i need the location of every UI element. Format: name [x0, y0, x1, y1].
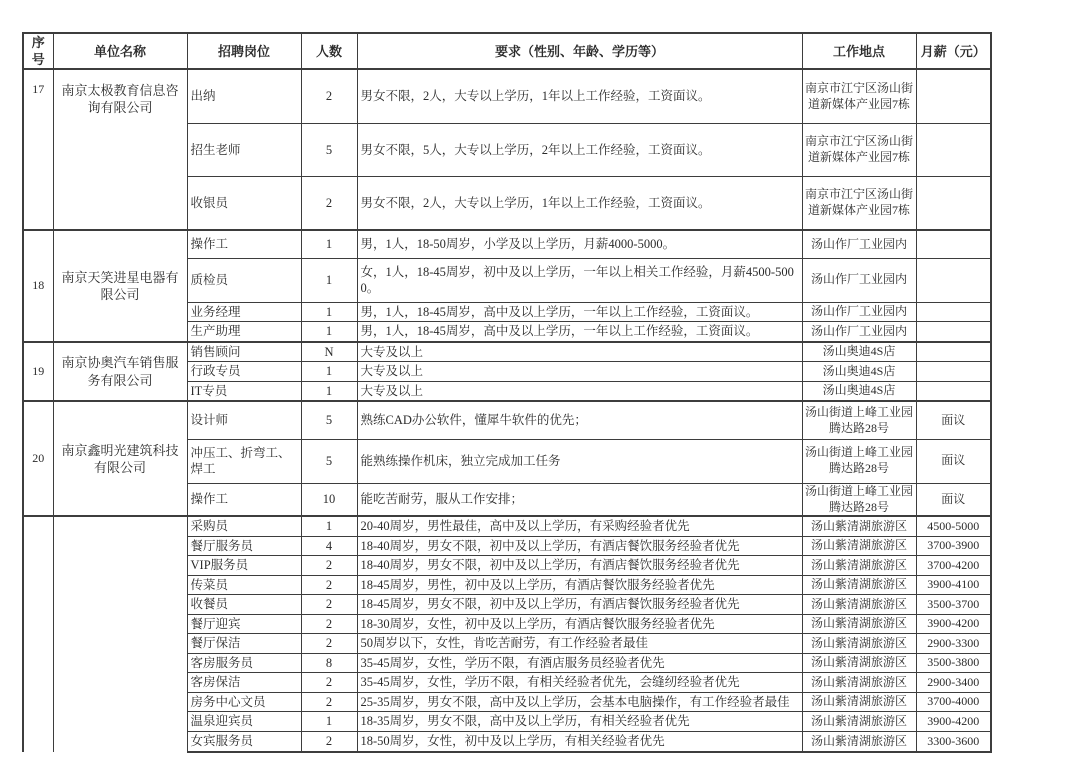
salary-cell [916, 381, 991, 401]
requirement-cell: 20-40周岁，男性最佳，高中及以上学历，有采购经验者优先 [357, 516, 802, 536]
headcount-cell: 2 [301, 69, 357, 123]
position-cell: VIP服务员 [187, 556, 301, 576]
position-cell: 业务经理 [187, 302, 301, 322]
salary-cell: 3500-3700 [916, 595, 991, 615]
headcount-cell: 2 [301, 673, 357, 693]
location-cell: 汤山奥迪4S店 [802, 342, 916, 362]
requirement-cell: 18-40周岁，男女不限，初中及以上学历，有酒店餐饮服务经验者优先 [357, 536, 802, 556]
location-cell: 汤山紫清湖旅游区 [802, 536, 916, 556]
location-cell: 汤山紫清湖旅游区 [802, 614, 916, 634]
salary-cell [916, 176, 991, 230]
position-cell: 招生老师 [187, 123, 301, 176]
location-cell: 汤山作厂工业园内 [802, 302, 916, 322]
header-position: 招聘岗位 [187, 33, 301, 69]
requirement-cell: 18-35周岁，男女不限，高中及以上学历，有相关经验者优先 [357, 712, 802, 732]
header-company-name: 单位名称 [53, 33, 187, 69]
salary-cell: 2900-3400 [916, 673, 991, 693]
requirement-cell: 男女不限，2人，大专以上学历，1年以上工作经验，工资面议。 [357, 69, 802, 123]
requirement-cell: 男女不限，2人，大专以上学历，1年以上工作经验，工资面议。 [357, 176, 802, 230]
location-cell: 汤山紫清湖旅游区 [802, 653, 916, 673]
position-cell: 出纳 [187, 69, 301, 123]
table-row [23, 230, 991, 258]
headcount-cell: 5 [301, 439, 357, 483]
salary-cell: 面议 [916, 483, 991, 516]
headcount-cell: 1 [301, 258, 357, 302]
requirement-cell: 18-40周岁，男女不限，初中及以上学历，有酒店餐饮服务经验者优先 [357, 556, 802, 576]
company-name-cell: 南京太极教育信息咨询有限公司 [53, 69, 187, 230]
position-cell: 设计师 [187, 401, 301, 439]
location-cell: 汤山紫清湖旅游区 [802, 673, 916, 693]
position-cell: 行政专员 [187, 362, 301, 382]
requirement-cell: 18-45周岁，男性，初中及以上学历，有酒店餐饮服务经验者优先 [357, 575, 802, 595]
position-cell: 收银员 [187, 176, 301, 230]
position-cell: 冲压工、折弯工、焊工 [187, 439, 301, 483]
header-monthly-salary: 月薪（元） [916, 33, 991, 69]
table-row [23, 342, 991, 362]
location-cell: 汤山紫清湖旅游区 [802, 556, 916, 576]
salary-cell [916, 258, 991, 302]
headcount-cell: 2 [301, 731, 357, 752]
requirement-cell: 男，1人，18-45周岁，高中及以上学历，一年以上工作经验，工资面议。 [357, 302, 802, 322]
requirement-cell: 18-50周岁，女性，初中及以上学历，有相关经验者优先 [357, 731, 802, 752]
salary-cell: 4500-5000 [916, 516, 991, 536]
location-cell: 汤山街道上峰工业园腾达路28号 [802, 401, 916, 439]
salary-cell [916, 230, 991, 258]
headcount-cell: 5 [301, 401, 357, 439]
headcount-cell: 2 [301, 595, 357, 615]
location-cell: 汤山紫清湖旅游区 [802, 634, 916, 654]
position-cell: 采购员 [187, 516, 301, 536]
company-name-cell: 南京协奥汽车销售服务有限公司 [53, 342, 187, 402]
position-cell: 餐厅迎宾 [187, 614, 301, 634]
salary-cell: 3900-4100 [916, 575, 991, 595]
position-cell: 房务中心文员 [187, 692, 301, 712]
headcount-cell: N [301, 342, 357, 362]
requirement-cell: 男，1人，18-45周岁，高中及以上学历，一年以上工作经验，工资面议。 [357, 322, 802, 342]
salary-cell [916, 322, 991, 342]
headcount-cell: 10 [301, 483, 357, 516]
salary-cell [916, 362, 991, 382]
header-serial-number: 序号 [23, 33, 53, 69]
requirement-cell: 18-30周岁，女性，初中及以上学历，有酒店餐饮服务经验者优先 [357, 614, 802, 634]
company-name-cell: 南京天笑进星电器有限公司 [53, 230, 187, 342]
requirement-cell: 35-45周岁，女性，学历不限，有相关经验者优先，会缝纫经验者优先 [357, 673, 802, 693]
salary-cell: 3300-3600 [916, 731, 991, 752]
position-cell: 传菜员 [187, 575, 301, 595]
header-row [23, 33, 991, 69]
requirement-cell: 50周岁以下，女性，肯吃苦耐劳，有工作经验者最佳 [357, 634, 802, 654]
company-name-cell: 南京鑫明光建筑科技有限公司 [53, 401, 187, 516]
headcount-cell: 2 [301, 556, 357, 576]
salary-cell: 3700-4200 [916, 556, 991, 576]
location-cell: 汤山紫清湖旅游区 [802, 575, 916, 595]
location-cell: 南京市江宁区汤山街道新媒体产业园7栋 [802, 176, 916, 230]
requirement-cell: 大专及以上 [357, 362, 802, 382]
location-cell: 汤山奥迪4S店 [802, 381, 916, 401]
location-cell: 汤山紫清湖旅游区 [802, 692, 916, 712]
serial-number-cell: 19 [23, 342, 53, 402]
location-cell: 汤山奥迪4S店 [802, 362, 916, 382]
headcount-cell: 1 [301, 230, 357, 258]
location-cell: 汤山作厂工业园内 [802, 258, 916, 302]
requirement-cell: 大专及以上 [357, 342, 802, 362]
header-headcount: 人数 [301, 33, 357, 69]
headcount-cell: 1 [301, 362, 357, 382]
recruitment-table [22, 32, 992, 753]
table-row [23, 401, 991, 439]
salary-cell: 面议 [916, 401, 991, 439]
serial-number-cell [23, 516, 53, 752]
requirement-cell: 大专及以上 [357, 381, 802, 401]
position-cell: 销售顾问 [187, 342, 301, 362]
header-work-location: 工作地点 [802, 33, 916, 69]
location-cell: 汤山街道上峰工业园腾达路28号 [802, 439, 916, 483]
location-cell: 汤山作厂工业园内 [802, 230, 916, 258]
location-cell: 汤山作厂工业园内 [802, 322, 916, 342]
requirement-cell: 熟练CAD办公软件，懂犀牛软件的优先； [357, 401, 802, 439]
position-cell: 客房服务员 [187, 653, 301, 673]
salary-cell [916, 69, 991, 123]
salary-cell: 3500-3800 [916, 653, 991, 673]
salary-cell: 面议 [916, 439, 991, 483]
position-cell: 操作工 [187, 483, 301, 516]
location-cell: 南京市江宁区汤山街道新媒体产业园7栋 [802, 69, 916, 123]
headcount-cell: 2 [301, 176, 357, 230]
salary-cell: 2900-3300 [916, 634, 991, 654]
headcount-cell: 2 [301, 575, 357, 595]
salary-cell: 3900-4200 [916, 712, 991, 732]
serial-number-cell: 18 [23, 230, 53, 342]
serial-number-cell: 17 [23, 69, 53, 230]
position-cell: 质检员 [187, 258, 301, 302]
requirement-cell: 女，1人，18-45周岁，初中及以上学历，一年以上相关工作经验，月薪4500-5000。 [357, 258, 802, 302]
header-requirements: 要求（性别、年龄、学历等） [357, 33, 802, 69]
position-cell: 餐厅服务员 [187, 536, 301, 556]
position-cell: 操作工 [187, 230, 301, 258]
headcount-cell: 4 [301, 536, 357, 556]
location-cell: 汤山紫清湖旅游区 [802, 731, 916, 752]
headcount-cell: 2 [301, 614, 357, 634]
headcount-cell: 2 [301, 692, 357, 712]
position-cell: 餐厅保洁 [187, 634, 301, 654]
salary-cell [916, 302, 991, 322]
serial-number-cell: 20 [23, 401, 53, 516]
salary-cell [916, 123, 991, 176]
location-cell: 汤山紫清湖旅游区 [802, 595, 916, 615]
headcount-cell: 8 [301, 653, 357, 673]
headcount-cell: 2 [301, 634, 357, 654]
requirement-cell: 能熟练操作机床，独立完成加工任务 [357, 439, 802, 483]
position-cell: 收餐员 [187, 595, 301, 615]
position-cell: 客房保洁 [187, 673, 301, 693]
salary-cell: 3700-3900 [916, 536, 991, 556]
headcount-cell: 1 [301, 516, 357, 536]
location-cell: 汤山紫清湖旅游区 [802, 712, 916, 732]
location-cell: 南京市江宁区汤山街道新媒体产业园7栋 [802, 123, 916, 176]
headcount-cell: 1 [301, 712, 357, 732]
requirement-cell: 35-45周岁，女性，学历不限，有酒店服务员经验者优先 [357, 653, 802, 673]
position-cell: 温泉迎宾员 [187, 712, 301, 732]
headcount-cell: 5 [301, 123, 357, 176]
salary-cell [916, 342, 991, 362]
requirement-cell: 18-45周岁，男女不限，初中及以上学历，有酒店餐饮服务经验者优先 [357, 595, 802, 615]
headcount-cell: 1 [301, 381, 357, 401]
headcount-cell: 1 [301, 302, 357, 322]
table-body [23, 69, 991, 752]
headcount-cell: 1 [301, 322, 357, 342]
position-cell: 生产助理 [187, 322, 301, 342]
salary-cell: 3900-4200 [916, 614, 991, 634]
company-name-cell [53, 516, 187, 752]
location-cell: 汤山街道上峰工业园腾达路28号 [802, 483, 916, 516]
location-cell: 汤山紫清湖旅游区 [802, 516, 916, 536]
requirement-cell: 25-35周岁，男女不限，高中及以上学历，会基本电脑操作，有工作经验者最佳 [357, 692, 802, 712]
salary-cell: 3700-4000 [916, 692, 991, 712]
requirement-cell: 男，1人，18-50周岁，小学及以上学历，月薪4000-5000。 [357, 230, 802, 258]
position-cell: 女宾服务员 [187, 731, 301, 752]
table-row [23, 69, 991, 123]
requirement-cell: 男女不限，5人，大专以上学历，2年以上工作经验，工资面议。 [357, 123, 802, 176]
requirement-cell: 能吃苦耐劳，服从工作安排； [357, 483, 802, 516]
table-row [23, 516, 991, 536]
position-cell: IT专员 [187, 381, 301, 401]
